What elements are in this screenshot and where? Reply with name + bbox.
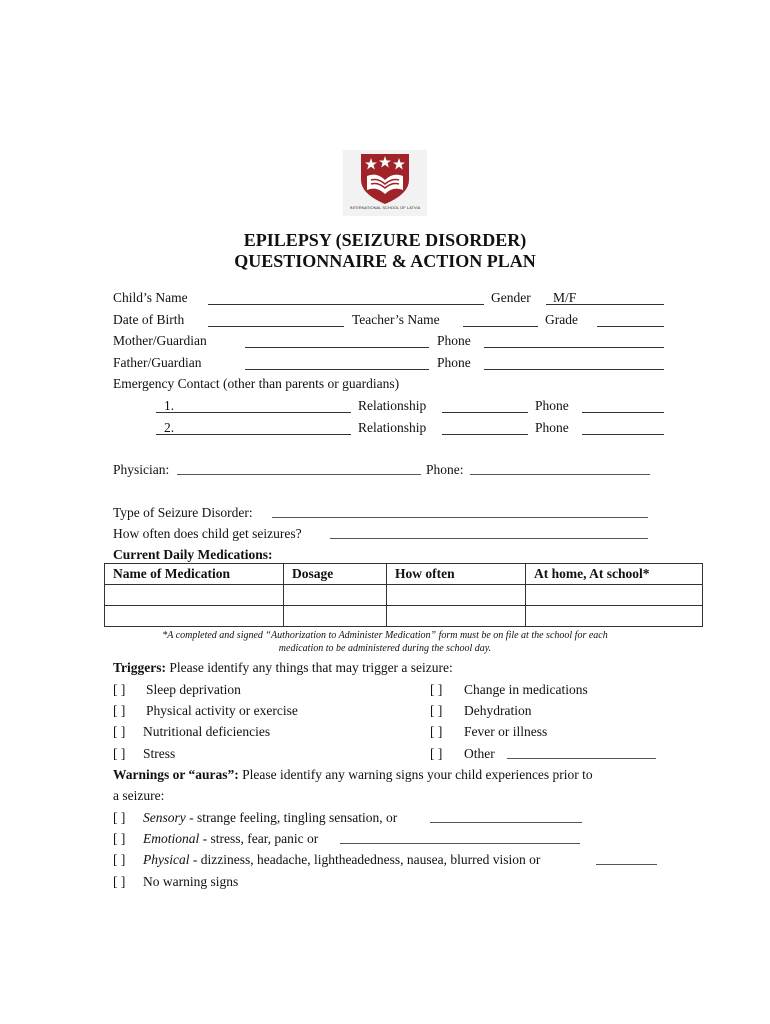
father-field[interactable]: [245, 369, 429, 370]
emergency-2-phone-field[interactable]: [582, 434, 664, 435]
dob-label: Date of Birth: [113, 312, 185, 327]
emergency-2-phone-label: Phone: [535, 420, 569, 435]
seizure-type-label: Type of Seizure Disorder:: [113, 505, 253, 520]
trigger-checkbox-other[interactable]: [ ]: [430, 746, 443, 761]
grade-label: Grade: [545, 312, 578, 327]
table-row: [105, 606, 703, 627]
relationship-2-field[interactable]: [442, 434, 528, 435]
current-medications-heading: Current Daily Medications:: [113, 547, 273, 562]
warning-physical-field[interactable]: [596, 864, 657, 865]
warning-physical: [143, 852, 540, 868]
physician-field[interactable]: [177, 474, 421, 475]
grade-field[interactable]: [597, 326, 664, 327]
warnings-text-continued: a seizure:: [113, 788, 165, 803]
trigger-label-stress: Stress: [143, 746, 176, 761]
warning-emotional-field[interactable]: [340, 843, 580, 844]
warnings-intro: [113, 767, 593, 783]
table-cell[interactable]: [526, 606, 703, 627]
gender-label: Gender: [491, 290, 531, 305]
medication-note-line2: medication to be administered during the school day.: [278, 643, 492, 654]
seizure-frequency-field[interactable]: [330, 538, 648, 539]
teacher-label: Teacher’s Name: [352, 312, 440, 327]
emergency-1-number: 1.: [164, 398, 175, 413]
form-title-line1: EPILEPSY (SEIZURE DISORDER): [243, 230, 527, 250]
logo-caption: INTERNATIONAL SCHOOL OF LATVIA: [349, 205, 421, 210]
warning-physical-label: Physical: [143, 852, 190, 867]
emergency-1-phone-label: Phone: [535, 398, 569, 413]
col-how-often: How often: [387, 564, 526, 585]
table-cell[interactable]: [105, 585, 284, 606]
table-cell[interactable]: [387, 585, 526, 606]
seizure-frequency-label: How often does child get seizures?: [113, 526, 302, 541]
trigger-label-dehydration: Dehydration: [464, 703, 532, 718]
emergency-1-phone-field[interactable]: [582, 412, 664, 413]
warnings-text: Please identify any warning signs your child experiences prior to: [238, 767, 593, 782]
relationship-1-field[interactable]: [442, 412, 528, 413]
physician-phone-label: Phone:: [426, 462, 464, 477]
mother-phone-label: Phone: [437, 333, 471, 348]
emergency-contact-label: Emergency Contact (other than parents or guardians): [113, 376, 400, 391]
relationship-1-label: Relationship: [358, 398, 427, 413]
warning-emotional-text: - stress, fear, panic or: [199, 831, 319, 846]
trigger-label-medication-change: Change in medications: [464, 682, 588, 697]
father-phone-label: Phone: [437, 355, 471, 370]
medications-table: [104, 563, 703, 627]
teacher-field[interactable]: [463, 326, 538, 327]
trigger-label-activity: Physical activity or exercise: [146, 703, 298, 718]
physician-label: Physician:: [113, 462, 170, 477]
trigger-checkbox-fever[interactable]: [ ]: [430, 724, 443, 739]
childs-name-field[interactable]: [208, 304, 484, 305]
childs-name-label: Child’s Name: [113, 290, 188, 305]
table-cell[interactable]: [105, 606, 284, 627]
gender-field[interactable]: [546, 304, 664, 305]
trigger-checkbox-sleep[interactable]: [ ]: [113, 682, 126, 697]
dob-field[interactable]: [208, 326, 344, 327]
warning-sensory-field[interactable]: [430, 822, 582, 823]
col-location: At home, At school*: [526, 564, 703, 585]
trigger-label-fever: Fever or illness: [464, 724, 548, 739]
warning-checkbox-emotional[interactable]: [ ]: [113, 831, 126, 846]
trigger-label-sleep: Sleep deprivation: [146, 682, 241, 697]
seizure-type-field[interactable]: [272, 517, 648, 518]
triggers-label: Triggers:: [113, 660, 166, 675]
table-cell[interactable]: [526, 585, 703, 606]
warning-sensory-label: Sensory: [143, 810, 186, 825]
trigger-checkbox-medication-change[interactable]: [ ]: [430, 682, 443, 697]
table-cell[interactable]: [284, 606, 387, 627]
gender-options: M/F: [553, 290, 577, 305]
warning-checkbox-physical[interactable]: [ ]: [113, 852, 126, 867]
trigger-checkbox-stress[interactable]: [ ]: [113, 746, 126, 761]
warning-none-label: No warning signs: [143, 874, 239, 889]
mother-field[interactable]: [245, 347, 429, 348]
physician-phone-field[interactable]: [470, 474, 650, 475]
warning-emotional-label: Emotional: [143, 831, 200, 846]
trigger-label-nutrition: Nutritional deficiencies: [143, 724, 271, 739]
relationship-2-label: Relationship: [358, 420, 427, 435]
trigger-other-field[interactable]: [507, 758, 656, 759]
warning-physical-text: - dizziness, headache, lightheadedness, nausea, blurred vision or: [189, 852, 541, 867]
warning-sensory-text: - strange feeling, tingling sensation, or: [185, 810, 398, 825]
warning-checkbox-sensory[interactable]: [ ]: [113, 810, 126, 825]
father-label: Father/Guardian: [113, 355, 202, 370]
emergency-2-name-field[interactable]: [156, 434, 351, 435]
trigger-label-other: Other: [464, 746, 495, 761]
table-cell[interactable]: [387, 606, 526, 627]
col-dosage: Dosage: [284, 564, 387, 585]
warning-sensory: [143, 810, 397, 826]
form-title-line2: QUESTIONNAIRE & ACTION PLAN: [234, 251, 536, 271]
emergency-2-number: 2.: [164, 420, 175, 435]
mother-phone-field[interactable]: [484, 347, 664, 348]
triggers-text: Please identify any things that may trigger a seizure:: [165, 660, 453, 675]
warning-emotional: [143, 831, 318, 847]
trigger-checkbox-activity[interactable]: [ ]: [113, 703, 126, 718]
col-medication-name: Name of Medication: [105, 564, 284, 585]
emergency-1-name-field[interactable]: [156, 412, 351, 413]
table-cell[interactable]: [284, 585, 387, 606]
warnings-label: Warnings or “auras”:: [113, 767, 239, 782]
medication-note-line1: *A completed and signed “Authorization to Administer Medication” form must be on file at the school for each: [162, 630, 608, 641]
trigger-checkbox-nutrition[interactable]: [ ]: [113, 724, 126, 739]
school-logo: [343, 150, 427, 216]
table-row: [105, 585, 703, 606]
warning-checkbox-none[interactable]: [ ]: [113, 874, 126, 889]
trigger-checkbox-dehydration[interactable]: [ ]: [430, 703, 443, 718]
table-header-row: [105, 564, 703, 585]
mother-label: Mother/Guardian: [113, 333, 207, 348]
triggers-intro: [113, 660, 453, 676]
father-phone-field[interactable]: [484, 369, 664, 370]
